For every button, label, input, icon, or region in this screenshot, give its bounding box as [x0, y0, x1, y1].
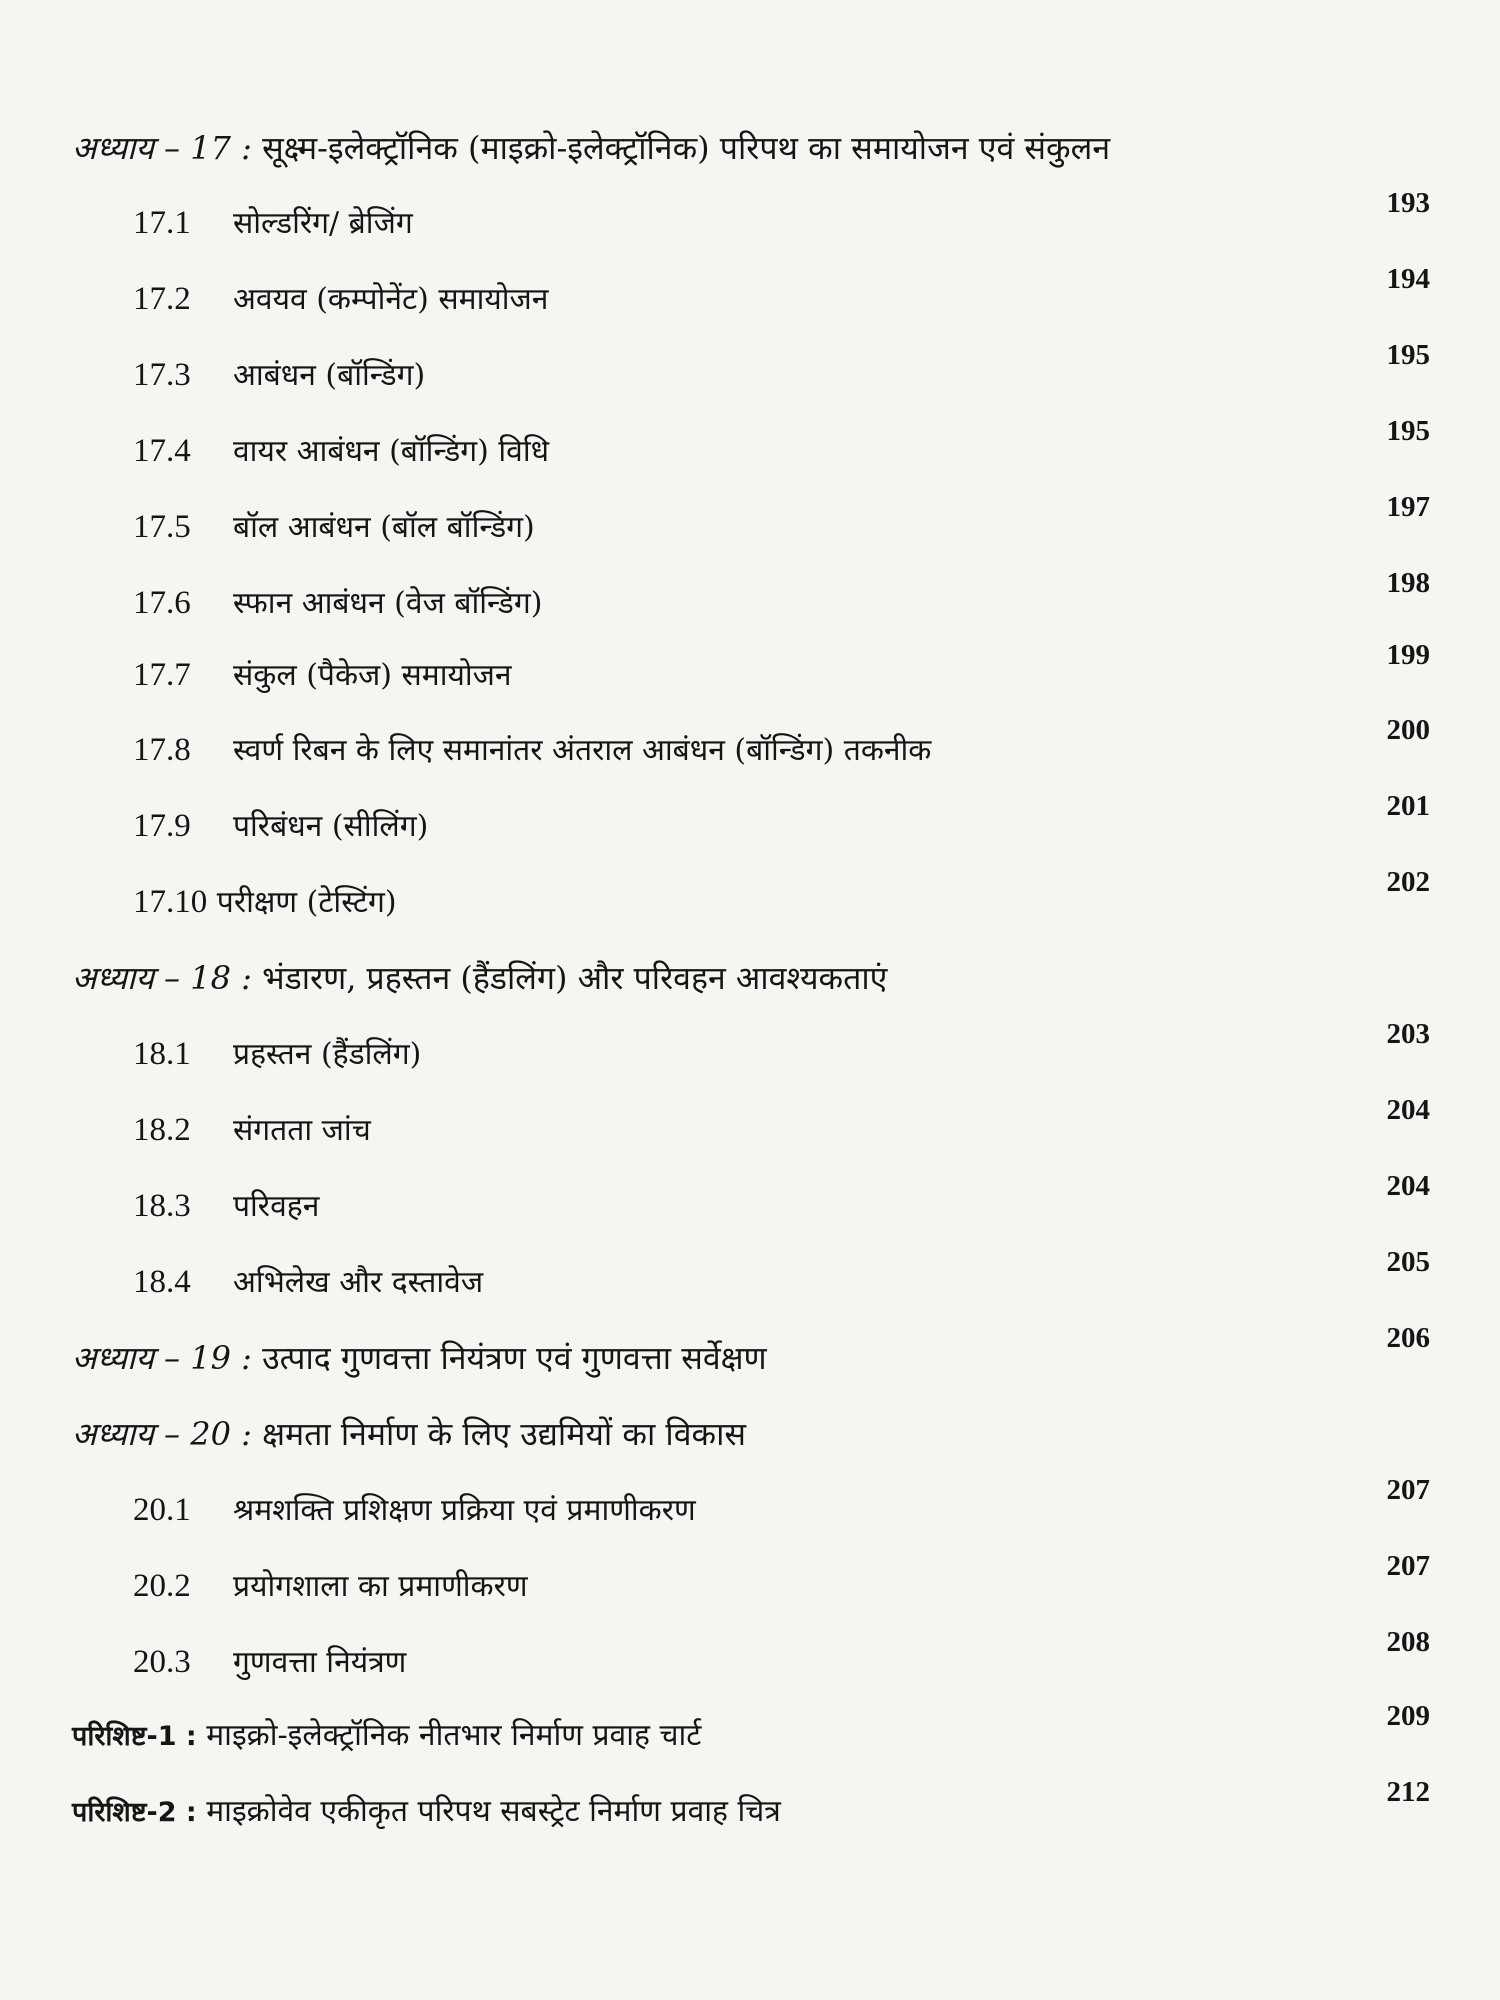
- toc-section-entry: [0, 263, 1500, 329]
- chapter-label: अध्याय – 20 :: [72, 1415, 252, 1453]
- entry-title: अवयव (कम्पोनेंट) समायोजन: [233, 282, 549, 317]
- section-number: 17.1: [133, 205, 191, 241]
- section-number: 18.2: [133, 1112, 191, 1148]
- toc-entry-text: [133, 269, 548, 330]
- toc-chapter-heading: [0, 1404, 1500, 1464]
- section-number: 17.9: [133, 808, 191, 844]
- entry-title: क्षमता निर्माण के लिए उद्यमियों का विकास: [262, 1415, 746, 1453]
- section-number: 18.4: [133, 1264, 191, 1300]
- page-number: 200: [1386, 714, 1430, 746]
- page-number: 208: [1386, 1626, 1430, 1658]
- entry-title: उत्पाद गुणवत्ता नियंत्रण एवं गुणवत्ता सर्वेक्षण: [262, 1339, 767, 1377]
- section-number: 17.2: [133, 281, 191, 317]
- entry-title: प्रयोगशाला का प्रमाणीकरण: [233, 1569, 528, 1604]
- chapter-label: अध्याय – 17 :: [72, 129, 252, 167]
- page-number: 198: [1386, 567, 1430, 599]
- page-number: 197: [1386, 491, 1430, 523]
- toc-section-entry: [0, 567, 1500, 633]
- page-number: 204: [1386, 1170, 1430, 1202]
- page-number: 204: [1386, 1094, 1430, 1126]
- toc-entry-text: [133, 421, 549, 482]
- page-number: 209: [1386, 1700, 1430, 1732]
- toc-entry-text: [133, 720, 931, 781]
- section-number: 20.2: [133, 1568, 191, 1604]
- section-number: 20.3: [133, 1644, 191, 1680]
- toc-entry-text: [133, 345, 425, 406]
- section-number: 17.5: [133, 509, 191, 545]
- page-number: 206: [1386, 1322, 1430, 1354]
- toc-entry-text: [133, 1480, 696, 1541]
- page-number: 194: [1386, 263, 1430, 295]
- toc-entry-text: [133, 645, 512, 706]
- toc-section-entry: [0, 790, 1500, 856]
- page-number: 207: [1386, 1550, 1430, 1582]
- toc-section-entry: [0, 1094, 1500, 1160]
- entry-title: गुणवत्ता नियंत्रण: [233, 1645, 407, 1680]
- entry-title: श्रमशक्ति प्रशिक्षण प्रक्रिया एवं प्रमाणीकरण: [233, 1493, 696, 1528]
- toc-entry-text: [72, 948, 887, 1008]
- entry-title: आबंधन (बॉन्डिंग): [233, 358, 426, 393]
- entry-title: परिवहन: [233, 1189, 320, 1224]
- entry-title: बॉल आबंधन (बॉल बॉन्डिंग): [233, 510, 535, 545]
- toc-entry-text: [72, 118, 1110, 178]
- toc-section-entry: [0, 415, 1500, 481]
- toc-entry-text: [133, 1632, 406, 1693]
- entry-title: प्रहस्तन (हैंडलिंग): [233, 1037, 422, 1072]
- toc-entry-text: [133, 193, 413, 254]
- section-number: 18.3: [133, 1188, 191, 1224]
- section-number: 17.6: [133, 585, 191, 621]
- toc-section-entry: [0, 1018, 1500, 1084]
- entry-title: स्फान आबंधन (वेज बॉन्डिंग): [233, 586, 543, 621]
- entry-title: स्वर्ण रिबन के लिए समानांतर अंतराल आबंधन (बॉन्डिंग) तकनीक: [233, 733, 932, 768]
- page-number: 195: [1386, 339, 1430, 371]
- toc-entry-text: [72, 1328, 767, 1388]
- toc-section-entry: [0, 639, 1500, 705]
- page-number: 199: [1386, 639, 1430, 671]
- page-number: 205: [1386, 1246, 1430, 1278]
- page-number: 202: [1386, 866, 1430, 898]
- toc-chapter-heading: [0, 118, 1500, 178]
- toc-entry-text: [72, 1404, 746, 1464]
- toc-section-entry: [0, 187, 1500, 253]
- toc-entry-text: [133, 1176, 319, 1237]
- toc-section-entry: [0, 1550, 1500, 1616]
- page-number: 201: [1386, 790, 1430, 822]
- toc-entry-text: [133, 1100, 371, 1161]
- toc-section-entry: [0, 866, 1500, 932]
- entry-title: अभिलेख और दस्तावेज: [233, 1265, 484, 1300]
- entry-title: संकुल (पैकेज) समायोजन: [233, 658, 512, 693]
- page-number: 207: [1386, 1474, 1430, 1506]
- section-number: 17.7: [133, 657, 191, 693]
- toc-section-entry: [0, 339, 1500, 405]
- page-number: 195: [1386, 415, 1430, 447]
- entry-title: परीक्षण (टेस्टिंग): [216, 885, 397, 920]
- section-number: 17.10: [133, 884, 208, 920]
- toc-entry-text: [133, 872, 397, 933]
- page-number: 203: [1386, 1018, 1430, 1050]
- page-number: 212: [1386, 1776, 1430, 1808]
- chapter-label: अध्याय – 18 :: [72, 959, 252, 997]
- section-number: 17.8: [133, 732, 191, 768]
- toc-entry-text: [133, 796, 428, 857]
- toc-entry-text: [133, 497, 535, 558]
- section-number: 18.1: [133, 1036, 191, 1072]
- toc-chapter-heading: [0, 1322, 1500, 1388]
- chapter-label: अध्याय – 19 :: [72, 1339, 252, 1377]
- section-number: 20.1: [133, 1492, 191, 1528]
- entry-title: संगतता जांच: [233, 1113, 371, 1148]
- toc-section-entry: [0, 491, 1500, 557]
- toc-appendix-entry: [0, 1700, 1500, 1766]
- toc-section-entry: [0, 714, 1500, 780]
- entry-title: वायर आबंधन (बॉन्डिंग) विधि: [233, 434, 550, 469]
- toc-section-entry: [0, 1474, 1500, 1540]
- toc-chapter-heading: [0, 948, 1500, 1008]
- toc-entry-text: [133, 1024, 421, 1085]
- entry-title: सूक्ष्म-इलेक्ट्रॉनिक (माइक्रो-इलेक्ट्रॉनिक) परिपथ का समायोजन एवं संकुलन: [262, 129, 1111, 167]
- toc-entry-text: [133, 1556, 528, 1617]
- toc-entry-text: [72, 1706, 701, 1767]
- entry-title: माइक्रोवेव एकीकृत परिपथ सबस्ट्रेट निर्माण प्रवाह चित्र: [206, 1794, 781, 1829]
- entry-title: सोल्डरिंग/ ब्रेजिंग: [233, 206, 413, 241]
- toc-section-entry: [0, 1170, 1500, 1236]
- toc-entry-text: [72, 1782, 781, 1843]
- appendix-label: परिशिष्ट-1 :: [72, 1721, 197, 1752]
- toc-entry-text: [133, 1252, 483, 1313]
- toc-section-entry: [0, 1626, 1500, 1692]
- page-number: 193: [1386, 187, 1430, 219]
- toc-section-entry: [0, 1246, 1500, 1312]
- appendix-label: परिशिष्ट-2 :: [72, 1797, 197, 1828]
- entry-title: भंडारण, प्रहस्तन (हैंडलिंग) और परिवहन आवश्यकताएं: [262, 959, 888, 997]
- entry-title: परिबंधन (सीलिंग): [233, 809, 429, 844]
- toc-entry-text: [133, 573, 542, 634]
- section-number: 17.3: [133, 357, 191, 393]
- section-number: 17.4: [133, 433, 191, 469]
- entry-title: माइक्रो-इलेक्ट्रॉनिक नीतभार निर्माण प्रवाह चार्ट: [206, 1718, 702, 1753]
- toc-appendix-entry: [0, 1776, 1500, 1842]
